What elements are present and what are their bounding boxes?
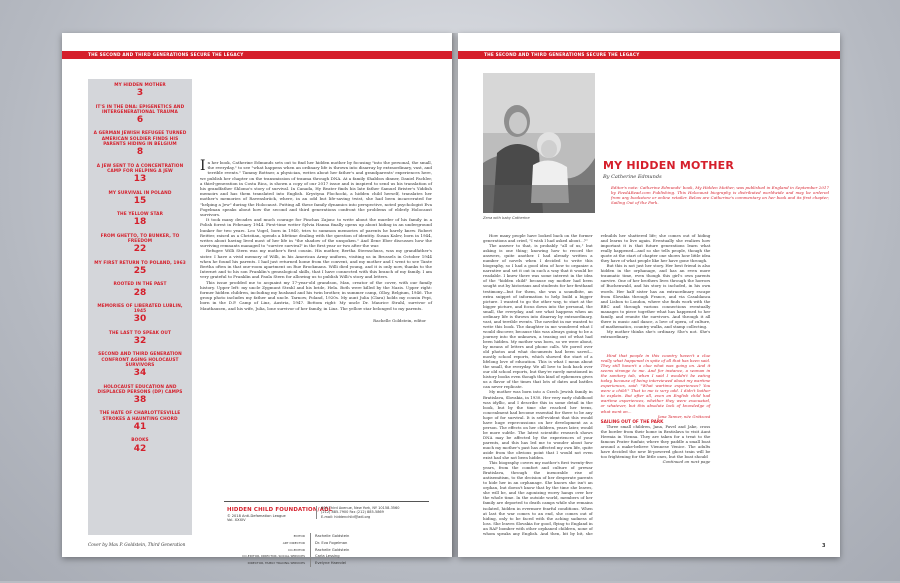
toc-item-title: MEMORIES OF LIBERATED LUBLIN, 1945 [97,303,183,315]
toc-item-page: 22 [133,244,147,255]
staff-person: Rachelle Goldstein [310,533,429,540]
phone: (212) 885-7900 Fax (212) 885-5869 [321,510,384,515]
toc-item-page: 38 [133,395,147,406]
chapter-subhead: SAILING OUT OF THE PARK [600,418,664,424]
page-number: 3 [822,543,826,549]
toc-item [88,164,192,185]
toc-item [88,212,192,227]
toc-item-title: FROM GHETTO, TO BUNKER, TO FREEDOM [100,233,180,245]
staff-list [224,533,429,567]
toc-item [88,191,192,206]
toc-item-page: 13 [133,174,147,185]
staff-row [224,553,429,560]
masthead-box [224,501,429,583]
toc-item-page: 6 [136,115,144,126]
staff-row [224,540,429,547]
toc-item-title: ROOTED IN THE PAST [113,282,167,288]
article-body [483,233,828,539]
table-of-contents [88,79,192,535]
body-paragraph: My mother was born into a Czech Jewish family in Bratislava, Slovakia, in 1930. Her very early childhood was idyllic, and I describe this in some detail in the book, but by the time she reached her teens, concealment had become essential for there to be any hope of for survival. It is self-evident that this would have huge repercussions on her development as a person. The effects on her children, years later, would be more subtle. The latest scientific research shows DNA may be affected by the experiences of your parents, and this has led me to wonder about how much my mother's past has affected my own life, quite aside from the obvious point that I would not even exist had she not been hidden. [483,389,593,461]
toc-item-page: 18 [133,217,147,228]
toc-item-title: A GERMAN JEWISH REFUGEE TURNED AMERICAN SOLDIER FINDS HIS PARENTS HIDING IN BELGIUM [93,131,187,148]
volume: Vol. XXXIV [227,518,246,522]
toc-item-title: SECOND AND THIRD GENERATION CONFRONT AGING HOLOCAUST SURVIVORS [98,352,182,368]
chapter-paragraph: Three small children, Jana, Pavel and Jake, cross the border from their home in Bratislava to visit Aunt Hermia in Vienna. They are taken for a treat to the famous Prater funfair, where they paddle a small boat around a make-believe Viennese Venice. The adults have decided the new lit-powered ghost train will be too frightening for the little ones, but the boat should [600,423,711,459]
intro-paragraph-1: n her book, Catherine Edmunds sets out to find her hidden mother by focusing "into the personal, the small, the everyday," to see "what happens when an ordinary life is thrown into disarray by extraordinary, vast, and terrible events." Tammy Bottner, a physician, writes about her father's and grandparents' experiences here, we publish her chapter on the transmission of trauma through DNA. At a family Shabbos dinner, Daniel Fachler, a third-generation in Costa Rica, is shown a copy of our 2017 issue and is inspired to send us his translation of his grandfather Shlomo's story of survival. In Canada, Hy Beater finds his late father Samuel Brister's Yiddish memoirs and has them translated into English. Krystyna Plochocki, a hidden child herself, translates her mother's memories of Ravensbrück, where, in an odd but life-saving twist, she had been incarcerated for "helping a Jew" during the Holocaust. Putting all these family dynamics into perspective, noted psychologist Eva Fogelman speaks about how the second and third generations confront the problems of elderly Holocaust survivors. [200,160,432,218]
pull-quote-attribution: Jana Tanner, née Grätzová [657,413,711,419]
toc-item [88,411,192,432]
staff-row [224,547,429,554]
toc-item-page: 30 [133,314,147,325]
toc-item [88,261,192,276]
email: E-mail: hiddenchild@adl.org [321,514,371,519]
continued-note: Continued on next page [662,458,711,464]
staff-person: Rachelle Goldstein [310,547,429,554]
toc-item-title: THE HATE OF CHARLOTTESVILLE STROKES A HAUNTING CHORD [99,411,181,422]
editor-note: Editor's note: Catherine Edmunds' book, My Hidden Mother, was published in England in September 2017 by FeedARead.com Publishing. This Holocaust biography is distributed worldwide and may be ordered from any bookstore or online retailer. Below are Catherine's commentary on her book and its first chapter, Sailing Out of the Park. [611,185,829,205]
toc-item-page: 41 [133,421,147,432]
copyright-line [227,514,286,522]
toc-item-page: 25 [133,265,147,276]
toc-item [88,105,192,126]
toc-item-title: BOOKS [131,438,149,444]
pull-quote: Hind that people in this country haven't a clue really what happened in spite of all that has been said. They still haven't a clue what was going on. And it seems strange to me. And for instance, a woman in the sanitary tab, when I said I wouldn't be eating today, because of being interviewed about my wartime experiences, said: "What wartime experiences? You were a child!" That to me is very odd. I didn't bother to explain. But after all, even an English child had wartime experiences, whether they were evacuated, or whatever, but this absolute lack of knowledge of what went on... [600,352,711,414]
article-byline: By Catherine Edmunds [603,174,662,180]
article-title: MY HIDDEN MOTHER [603,159,735,172]
toc-item [88,352,192,378]
toc-item-title: THE LAST TO SPEAK OUT [108,330,172,336]
staff-role: DIRECTOR, FAMILY TRACING SERVICES [247,561,305,566]
running-header-right: THE SECOND AND THIRD GENERATIONS SECURE THE LEGACY [458,51,840,59]
body-paragraph: But this is not just her story. Her best friend is also hidden in the orphanage, and has an even more traumatic time, even though this girl's own parents survive. One of her brothers lives through the horrors of Buchenwald, and his story is included, in his own words. Her half sister has an extraordinary escape from Slovakia through France, and via Casablanca and Lisbon to London, where she finds work with the BBC and through various connections eventually manages to piece together what has happened to her family, and reunite the survivors. And through it all there is music and dance, a love of opera, of culture, of mathematics, country walks, and stamp collecting. [600,263,711,329]
staff-role: CO-EDITOR [288,547,305,552]
photo-illustration [483,73,595,213]
intro-paragraph-4: This issue prodded me to acquaint my 17-year-old grandson, Max, creator of the cover, with our family history. Upper left: my uncle Zygmunt Strahl and his bride, Hela. Both were killed by the Nazis. Upper right: former hidden children, including my husband and his twin brother, in summer camp, Olloy, Belgium, 1946. The group photo includes my father and uncle. Tarnow, Poland, 1920s. My aunt Julia (Clara) holds my cousin Pepi, born in the D.P. Camp of Linz, Austria, 1947. Bottom right: My uncle Dr. Maurice Strahl, survivor of Mauthausen, and his wife, Julia, lone survivor of her family, in Linz. The yellow star belonged to my parents. [200,279,432,311]
left-page [62,33,452,566]
toc-item [88,234,192,255]
address: 605 Third Avenue, New York, NY 10158-3560 [321,506,400,510]
staff-role: ART DIRECTOR [282,540,305,545]
toc-item-page: 34 [133,368,147,379]
staff-row [224,560,429,567]
editor-introduction [200,160,432,323]
staff-person: Dr. Eva Fogelman [310,540,429,547]
drop-cap: I [200,158,206,174]
toc-item-page: 32 [133,336,147,347]
toc-item-page: 8 [136,147,144,158]
intro-paragraph-2: It took many decades and much courage for Pinchas Zajonc to write about the murder of his family in a Polish forest in February 1944. First-time writer Sylvia Hanna finally opens up about hiding in an underground bunker for two years. Leo Vogel, born in 1940, tries to summon memories of parents he barely knew. Robert Reitter, raised as a Christian, spends a lifetime dealing with the question of identity. Susan Kalev, born in 1944, writes about having lived most of her life in "the shadow of the unspoken." And Ilene Eber discusses how the surviving remnants managed to "survive survival" in the first year or two after the war. [200,217,432,249]
staff-role: CO-EDITOR, DIRECTOR, SOCIAL SERVICES [242,554,305,559]
staff-role: EDITOR [293,534,305,538]
toc-item-title: HOLOCAUST EDUCATION AND DISPLACED PERSONS (DP) CAMPS [97,384,183,395]
toc-item [88,83,192,98]
photo-caption: Zena with baby Catherine [483,216,530,220]
toc-item-title: THE YELLOW STAR [116,212,164,218]
toc-item-page: 15 [133,195,147,206]
right-page [458,33,840,557]
toc-item [88,385,192,406]
mother-and-baby-photo [483,73,595,213]
running-header-left: THE SECOND AND THIRD GENERATIONS SECURE THE LEGACY [62,51,452,59]
body-paragraph: My mother thinks she's ordinary. She's not. She's extraordinary. [600,328,711,339]
copyright: © 2018 Anti-Defamation League [227,514,286,518]
toc-item-title: MY SURVIVAL IN POLAND [108,190,172,196]
toc-item [88,438,192,453]
toc-item-title: A JEW SENT TO A CONCENTRATION CAMP FOR HELPING A JEW [96,163,184,174]
toc-item-title: IT'S IN THE DNA: EPIGENETICS AND INTERGENERATIONAL TRAUMA [95,104,185,115]
toc-item [88,282,192,297]
toc-item [88,131,192,157]
editor-signature: Rachelle Goldstein, editor [373,317,426,323]
toc-item-page: 3 [136,88,144,99]
toc-item-page: 42 [133,443,147,454]
toc-item [88,304,192,325]
toc-item [88,331,192,346]
toc-item-title: MY HIDDEN MOTHER [114,83,166,88]
intro-paragraph-3: Refugee Willi Stern was my mother's first cousin. His mother, Bertha Sternschuss, was my grandfather's sister. I have a vivid memory of Willi, in his American Army uniform, visiting us in Brussels in October 1944 when he found his parents. I had just returned home from the convent, and my mother and I went to see Tante Bertha often in that one-room apartment on Rue Brockmans. Willi died young, and it is only now, thanks to the Internet and to his son Franklin's genealogical skills, that I have connected with this branch of my family. I am very grateful to Franklin and Paula Stern for allowing us to publish Willi's story and letters. [200,248,432,280]
cover-credit: Cover by Max P. Goldstein, Third Generation [88,543,186,548]
toc-item-page: 28 [133,287,147,298]
body-paragraph: How many people have looked back on the former generations and cried, "I wish I had asked about...?" [483,233,593,244]
staff-person: Evelyne Haendel [310,560,429,567]
toc-item-title: MY FIRST RETURN TO POLAND, 1963 [94,260,186,266]
body-paragraph: The answer to that, is probably "all of us," but asking is one thing; knowing how to record the answers, quite another. I had already written a number of novels when I decided to write this biography, so I had a good idea of how to organize a narrative and set it out in such a way that it would be readable. I knew there was some interest in the idea of the "hidden child" because my mother had been sought out by historians and students for her firsthand testimony—but for them, she was a soundbite, an extra snippet of information to help build a bigger picture. I wanted to go the other way, to start at the bigger picture, and focus down into the personal, the small, the everyday, and see what happens when an ordinary life is thrown into disarray by extraordinary, vast, and terrible events. The novelist in me wanted to write this book. The daughter in me wondered what I would discover, because this was always going to be a journey into the unknown, a teasing out of what had been hidden. My mother was born, so we were about, by means of letters and phone calls. We pored over old photos and what documents had been saved—mostly school reports, which showed the start of a lifelong love of education. This is what I mean about the small, the everyday. We all love to look back over our old school reports, but they're rarely mentioned in history books even though this kind of ephemera gives us a flavor of the times that lots of dates and battles can never replicate. [483,243,593,390]
contact-info [316,506,431,519]
staff-row [224,533,429,540]
organization-name: HIDDEN CHILD FOUNDATION/ADL [227,507,333,513]
body-paragraph: This biography covers my mother's first twenty-five years, from the comfort and culture of prewar Bratislava, through the inexorable rise of antisemitism, to the decision of her desperate parents to hide her in an orphanage. She knows she isn't an orphan, but doesn't know that by the time she leaves, she will be, and the agonizing worry hangs over her the whole time. In the outside world, members of her family are deported to death camps while she remains isolated, hidden in evermore fearful conditions. When at last the war comes to an end, she comes out of hiding, only to be faced with the aching sadness of loss. She leaves Slovakia for good, flying to England in an RAF bomber with other orphaned children, none of whom speaks any English. And then, bit by bit, she rebuilds her shattered life; she comes out of hiding and learns to live again. Eventually she realizes how important it is that future generations learn what really happened—and so she tells people, though the quote at the start of chapter one shows how little idea they have of what people like her have gone through. [483,233,711,536]
staff-person: Carla Lessing [310,553,429,560]
